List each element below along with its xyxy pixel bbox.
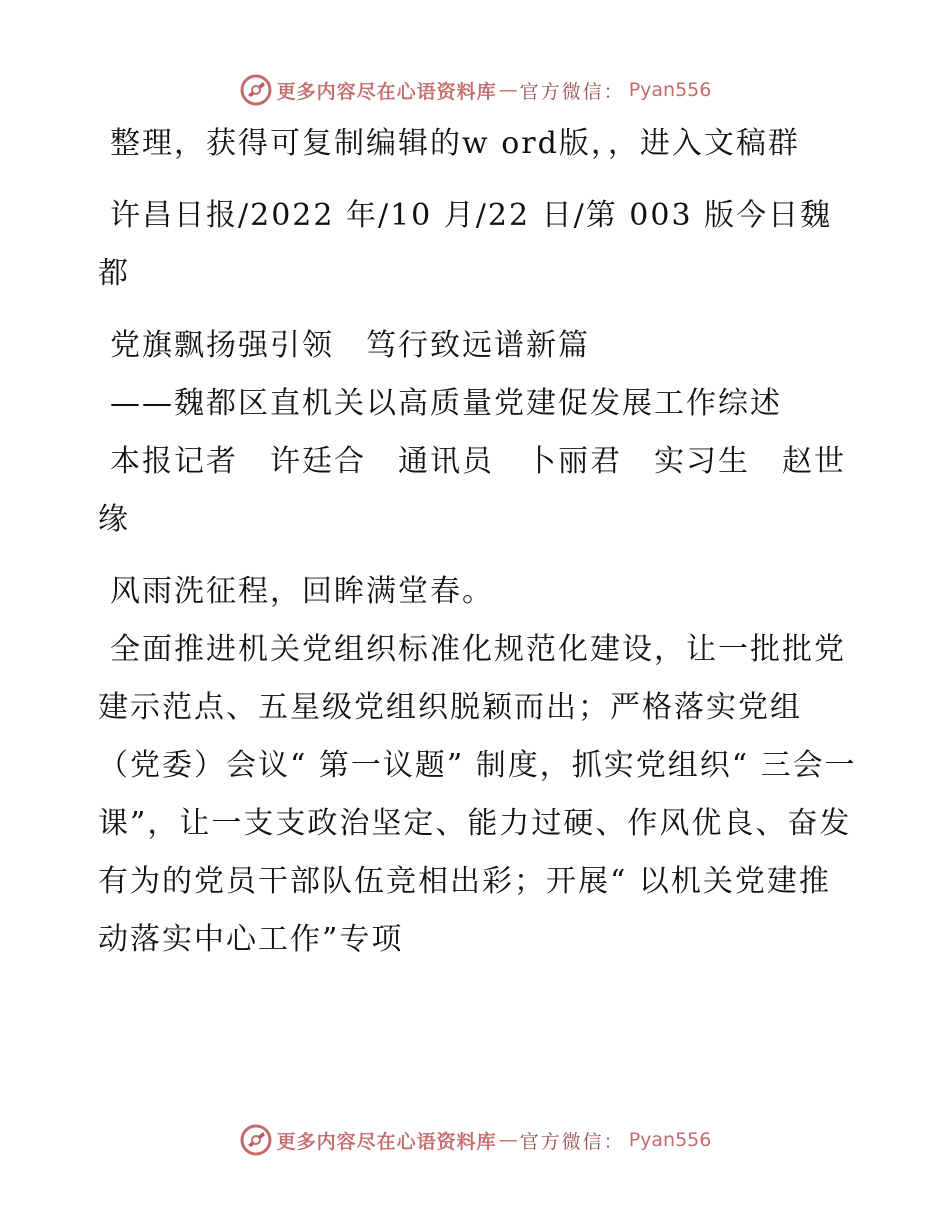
watermark-banner-top: [0, 70, 950, 110]
watermark-wechat-label: 官方微信：: [519, 1130, 625, 1153]
paragraph-body: 全面推进机关党组织标准化规范化建设，让一批批党建示范点、五星级党组织脱颖而出；严格落实党组（党委）会议“ 第一议题” 制度，抓实党组织“ 三会一课”，让一支支政治坚定、能力过硬、作风优良、奋发有为的党员干部队伍竞相出彩；开展“ 以机关党建推动落实中心工作”专项: [98, 632, 857, 957]
article-subtitle: ——魏都区直机关以高质量党建促发展工作综述: [110, 386, 782, 421]
paragraph-intro-note: 整理，获得可复制编辑的w ord版，，进入文稿群: [110, 126, 800, 161]
watermark-site-text: 更多内容尽在心语资料库: [276, 1130, 497, 1153]
watermark-wechat-label: 官方微信：: [519, 80, 625, 103]
watermark-wechat-id: Pyan556: [628, 1129, 712, 1151]
watermark-dash: —: [498, 79, 518, 101]
stamp-logo-icon: [239, 1123, 273, 1157]
paragraph-source-line: 许昌日报/2022 年/10 月/22 日/第 003 版今日魏都: [98, 198, 833, 291]
stamp-logo-icon: [239, 73, 273, 107]
paragraph-opening: 风雨洗征程，回眸满堂春。: [110, 574, 494, 609]
article-byline: 本报记者 许廷合 通讯员 卜丽君 实习生 赵世缘: [98, 444, 846, 537]
watermark-wechat-id: Pyan556: [628, 79, 712, 101]
watermark-banner-bottom: [0, 1120, 950, 1160]
watermark-site-text: 更多内容尽在心语资料库: [276, 80, 497, 103]
article-body: [98, 115, 858, 983]
watermark-dash: —: [498, 1129, 518, 1151]
article-title: 党旗飘扬强引领 笃行致远谱新篇: [110, 328, 590, 363]
